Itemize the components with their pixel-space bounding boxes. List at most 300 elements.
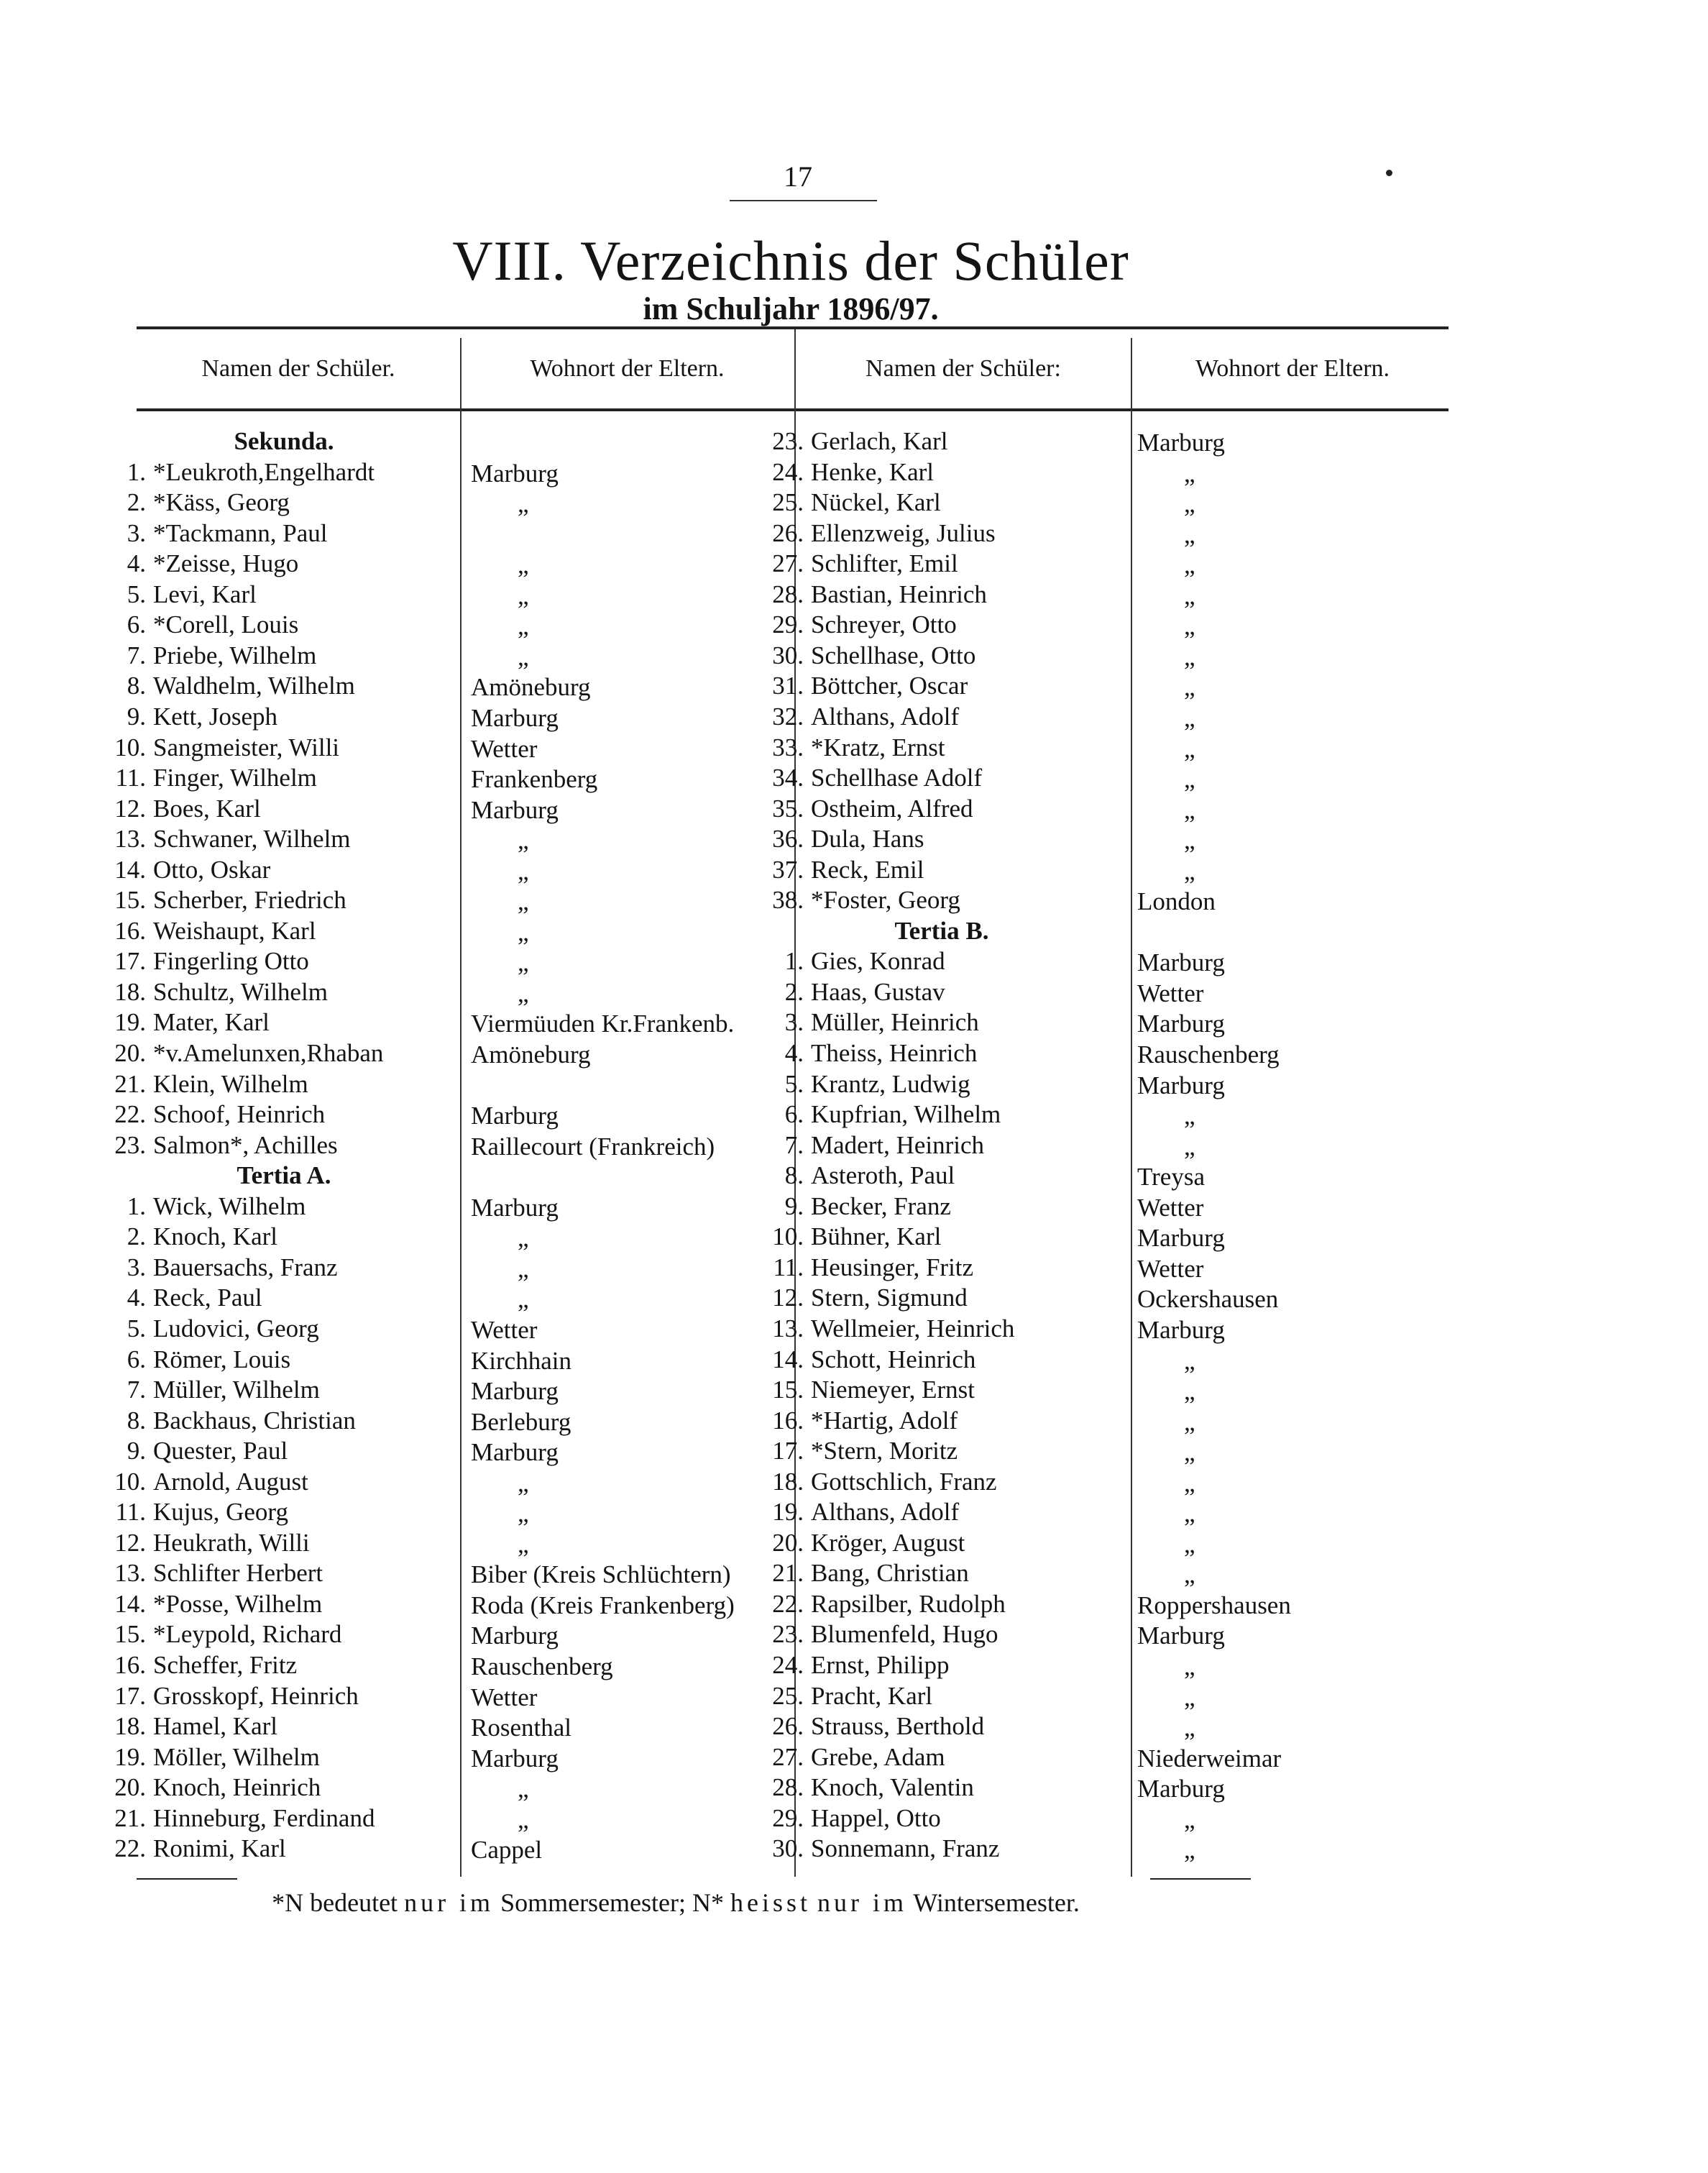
parents-residence: Roda (Kreis Frankenberg) (471, 1591, 735, 1619)
student-name: Krantz, Ludwig (811, 1069, 970, 1098)
student-name: Ostheim, Alfred (811, 794, 973, 823)
footnote-rule-left (137, 1878, 237, 1880)
parents-residence: „ (1184, 1805, 1195, 1834)
student-name: *Posse, Wilhelm (153, 1589, 323, 1618)
student-name: Nückel, Karl (811, 488, 941, 517)
parents-residence: „ (518, 642, 529, 671)
row-number: 8. (784, 1161, 804, 1190)
student-name: *Käss, Georg (153, 488, 290, 517)
parents-residence: Treysa (1137, 1163, 1205, 1191)
parents-residence: Frankenberg (471, 765, 598, 794)
row-number: 10. (114, 733, 146, 761)
student-name: Bang, Christian (811, 1559, 969, 1588)
student-row (104, 487, 290, 518)
student-row (104, 1588, 322, 1619)
row-number: 15. (114, 1620, 146, 1649)
row-number: 13. (114, 825, 146, 854)
student-row (104, 1619, 341, 1650)
student-name: Knoch, Karl (153, 1222, 278, 1251)
page-number-rule (730, 200, 877, 201)
student-row (104, 1405, 356, 1436)
row-number: 2. (127, 1222, 146, 1251)
student-row (762, 1557, 969, 1588)
parents-residence: Berleburg (471, 1407, 571, 1436)
student-row (762, 1405, 958, 1436)
footnote-part: nur im (404, 1888, 495, 1917)
parents-residence: „ (1184, 1560, 1195, 1589)
parents-residence: Marburg (1137, 1621, 1225, 1650)
section-heading (147, 1160, 421, 1191)
student-name: Müller, Heinrich (811, 1008, 979, 1037)
student-name: Wick, Wilhelm (153, 1191, 306, 1220)
student-name: *Leukroth,Engelhardt (153, 457, 375, 486)
student-row (104, 793, 261, 824)
student-name: Mater, Karl (153, 1008, 270, 1037)
parents-residence: Wetter (471, 1683, 538, 1711)
student-row (762, 487, 941, 518)
row-number: 11. (773, 1253, 804, 1281)
student-name: Ernst, Philipp (811, 1651, 950, 1679)
parents-residence: Marburg (471, 459, 559, 488)
row-number: 19. (114, 1742, 146, 1771)
row-number: 30. (772, 1834, 804, 1863)
row-number: 28. (772, 580, 804, 608)
student-name: Arnold, August (153, 1467, 308, 1496)
student-row (762, 1221, 941, 1252)
student-row (762, 823, 924, 854)
header-bottom-rule (137, 408, 1448, 411)
student-name: Scheffer, Fritz (153, 1651, 298, 1679)
student-row (104, 1007, 270, 1038)
student-name: Kupfrian, Wilhelm (811, 1100, 1001, 1129)
parents-residence: „ (518, 948, 529, 977)
student-row (104, 1252, 338, 1283)
row-number: 23. (772, 427, 804, 455)
student-name: Asteroth, Paul (811, 1161, 955, 1190)
parents-residence: „ (518, 918, 529, 946)
parents-residence: Ockershausen (1137, 1285, 1279, 1314)
row-number: 7. (784, 1130, 804, 1159)
row-number: 21. (772, 1559, 804, 1588)
row-number: 4. (784, 1039, 804, 1067)
student-name: Kett, Joseph (153, 702, 278, 731)
student-row (762, 1833, 999, 1864)
student-row (104, 548, 298, 579)
student-row (762, 548, 958, 579)
parents-residence: „ (518, 612, 529, 641)
student-row (104, 579, 257, 610)
section-label: Sekunda. (234, 427, 334, 455)
parents-residence: „ (518, 826, 529, 855)
student-row (762, 1803, 941, 1834)
column-divider-3 (1131, 338, 1132, 1877)
student-name: Pracht, Karl (811, 1681, 933, 1710)
student-name: Reck, Paul (153, 1284, 262, 1312)
student-name: *Corell, Louis (153, 610, 299, 639)
row-number: 10. (772, 1222, 804, 1251)
student-name: *Hartig, Adolf (811, 1406, 958, 1435)
student-row (104, 1374, 320, 1405)
row-number: 36. (772, 825, 804, 854)
student-row (762, 1099, 1001, 1130)
student-name: Sangmeister, Willi (153, 733, 340, 761)
student-name: Fingerling Otto (153, 947, 309, 976)
student-name: Ronimi, Karl (153, 1834, 286, 1863)
parents-residence: „ (1184, 1714, 1195, 1742)
parents-residence: „ (1184, 1529, 1195, 1558)
row-number: 34. (772, 764, 804, 792)
parents-residence: Marburg (471, 703, 559, 732)
student-row (762, 1680, 932, 1711)
row-number: 22. (114, 1100, 146, 1129)
student-name: Grosskopf, Heinrich (153, 1681, 359, 1710)
student-row (762, 1650, 950, 1680)
student-row (762, 1191, 951, 1222)
row-number: 7. (127, 641, 146, 669)
student-row (104, 1742, 320, 1772)
student-name: *Tackmann, Paul (153, 518, 328, 547)
student-row (762, 1374, 975, 1405)
student-name: Hamel, Karl (153, 1712, 277, 1741)
student-name: Heukrath, Willi (153, 1528, 310, 1557)
student-name: Schultz, Wilhelm (153, 977, 328, 1006)
student-row (104, 1833, 286, 1864)
parents-residence: Marburg (471, 1438, 559, 1467)
parents-residence: Marburg (1137, 1071, 1225, 1099)
student-name: Dula, Hans (811, 825, 924, 854)
parents-residence: Amöneburg (471, 1040, 591, 1069)
student-name: *v.Amelunxen,Rhaban (153, 1039, 384, 1067)
student-name: Reck, Emil (811, 855, 924, 884)
student-row (762, 1038, 977, 1069)
parents-residence: „ (1184, 856, 1195, 885)
student-row (762, 1772, 974, 1803)
student-row (104, 1282, 262, 1313)
student-name: Strauss, Berthold (811, 1712, 985, 1741)
parents-residence: „ (518, 581, 529, 610)
student-row (762, 609, 957, 640)
student-row (104, 1680, 359, 1711)
row-number: 28. (772, 1773, 804, 1802)
parents-residence: „ (1184, 1377, 1195, 1406)
parents-residence: Marburg (1137, 948, 1225, 977)
student-row (762, 1435, 958, 1466)
parents-residence: „ (1184, 490, 1195, 518)
student-name: Scherber, Friedrich (153, 886, 346, 915)
row-number: 37. (772, 855, 804, 884)
student-name: Madert, Heinrich (811, 1130, 985, 1159)
student-name: Stern, Sigmund (811, 1284, 968, 1312)
student-row (104, 457, 375, 488)
parents-residence: „ (1184, 1132, 1195, 1161)
parents-residence: Marburg (471, 1744, 559, 1772)
row-number: 14. (114, 1589, 146, 1618)
parents-residence: Wetter (1137, 1254, 1204, 1283)
student-name: Müller, Wilhelm (153, 1376, 320, 1404)
student-row (104, 640, 316, 671)
row-number: 23. (772, 1620, 804, 1649)
student-row (104, 1313, 319, 1344)
row-number: 18. (772, 1467, 804, 1496)
row-number: 7. (127, 1376, 146, 1404)
student-name: Althans, Adolf (811, 1498, 960, 1527)
student-row (762, 1344, 975, 1375)
parents-residence: „ (518, 1499, 529, 1528)
ink-dot (1386, 170, 1392, 176)
student-name: Henke, Karl (811, 457, 935, 486)
row-number: 30. (772, 641, 804, 669)
student-name: *Stern, Moritz (811, 1437, 958, 1465)
student-name: Quester, Paul (153, 1437, 288, 1465)
student-row (762, 946, 945, 976)
student-row (762, 1160, 955, 1191)
parents-residence: „ (1184, 703, 1195, 732)
student-row (104, 854, 270, 885)
row-number: 8. (127, 672, 146, 700)
row-number: 27. (772, 549, 804, 578)
student-name: Kröger, August (811, 1528, 965, 1557)
parents-residence: „ (1184, 459, 1195, 488)
parents-residence: „ (518, 1529, 529, 1558)
student-row (762, 1496, 959, 1527)
row-number: 32. (772, 702, 804, 731)
student-name: Grebe, Adam (811, 1742, 945, 1771)
parents-residence: „ (1184, 673, 1195, 702)
student-name: Bauersachs, Franz (153, 1253, 338, 1281)
student-row (104, 976, 328, 1007)
parents-residence: Rosenthal (471, 1714, 571, 1742)
row-number: 9. (784, 1191, 804, 1220)
student-name: Levi, Karl (153, 580, 257, 608)
parents-residence: „ (518, 887, 529, 916)
student-name: Haas, Gustav (811, 977, 945, 1006)
page-number: 17 (784, 160, 812, 193)
row-number: 6. (127, 610, 146, 639)
parents-residence: „ (1184, 1438, 1195, 1467)
student-name: Kujus, Georg (153, 1498, 288, 1527)
row-number: 13. (772, 1314, 804, 1342)
student-row (104, 823, 351, 854)
student-name: *Zeisse, Hugo (153, 549, 299, 578)
row-number: 16. (114, 1651, 146, 1679)
student-name: Waldhelm, Wilhelm (153, 672, 355, 700)
parents-residence: Rauschenberg (1137, 1040, 1280, 1069)
student-row (104, 946, 309, 976)
student-name: Wellmeier, Heinrich (811, 1314, 1015, 1342)
student-row (104, 1038, 383, 1069)
student-row (104, 1191, 306, 1222)
row-number: 1. (127, 457, 146, 486)
parents-residence: Marburg (1137, 1315, 1225, 1344)
student-name: Gerlach, Karl (811, 427, 948, 455)
parents-residence: „ (1184, 1407, 1195, 1436)
row-number: 13. (114, 1559, 146, 1588)
student-row (104, 1130, 338, 1161)
header-residence-left: Wohnort der Eltern. (530, 355, 725, 382)
row-number: 29. (772, 1803, 804, 1832)
parents-residence: „ (1184, 520, 1195, 549)
student-row (762, 1466, 997, 1497)
student-row (104, 701, 277, 732)
student-row (104, 609, 298, 640)
student-name: Ludovici, Georg (153, 1314, 319, 1342)
student-row (762, 518, 996, 549)
parents-residence: „ (518, 1254, 529, 1283)
parents-residence: Marburg (1137, 429, 1225, 457)
student-name: Gies, Konrad (811, 947, 945, 976)
row-number: 26. (772, 518, 804, 547)
parents-residence: Wetter (1137, 1193, 1204, 1222)
parents-residence: „ (518, 856, 529, 885)
row-number: 38. (772, 886, 804, 915)
student-name: *Kratz, Ernst (811, 733, 945, 761)
parents-residence: Kirchhain (471, 1346, 571, 1375)
row-number: 1. (127, 1191, 146, 1220)
student-row (104, 1344, 290, 1375)
row-number: 23. (114, 1130, 146, 1159)
student-row (762, 976, 945, 1007)
row-number: 29. (772, 610, 804, 639)
parents-residence: Marburg (471, 795, 559, 824)
student-name: Knoch, Heinrich (153, 1773, 321, 1802)
student-name: *Foster, Georg (811, 886, 960, 915)
page-subtitle: im Schuljahr 1896/97. (643, 291, 939, 326)
parents-residence: „ (1184, 795, 1195, 824)
row-number: 5. (784, 1069, 804, 1098)
row-number: 24. (772, 457, 804, 486)
footnote-part: nur im (817, 1888, 908, 1917)
student-name: Böttcher, Oscar (811, 672, 968, 700)
student-row (762, 1007, 979, 1038)
parents-residence: Biber (Kreis Schlüchtern) (471, 1560, 731, 1589)
parents-residence: „ (1184, 765, 1195, 794)
student-row (762, 457, 934, 488)
row-number: 14. (114, 855, 146, 884)
parents-residence: Wetter (1137, 979, 1204, 1007)
student-name: Theiss, Heinrich (811, 1039, 978, 1067)
parents-residence: „ (1184, 1102, 1195, 1130)
row-number: 4. (127, 1284, 146, 1312)
parents-residence: „ (1184, 612, 1195, 641)
student-row (104, 1803, 375, 1834)
student-row (762, 701, 959, 732)
footnote-part: Sommersemester; N* (500, 1888, 725, 1917)
student-name: Becker, Franz (811, 1191, 951, 1220)
parents-residence: „ (518, 1224, 529, 1253)
student-name: Rapsilber, Rudolph (811, 1589, 1006, 1618)
parents-residence: Marburg (471, 1193, 559, 1222)
row-number: 20. (114, 1773, 146, 1802)
row-number: 11. (115, 764, 146, 792)
student-row (104, 1557, 323, 1588)
student-name: Schlifter Herbert (153, 1559, 323, 1588)
student-name: Bühner, Karl (811, 1222, 942, 1251)
section-heading (147, 426, 421, 457)
parents-residence: London (1137, 887, 1216, 916)
student-row (104, 1069, 308, 1099)
student-row (104, 762, 317, 793)
header-residence-right: Wohnort der Eltern. (1195, 355, 1390, 382)
student-name: Schoof, Heinrich (153, 1100, 326, 1129)
row-number: 31. (772, 672, 804, 700)
row-number: 15. (114, 886, 146, 915)
row-number: 17. (772, 1437, 804, 1465)
row-number: 33. (772, 733, 804, 761)
row-number: 35. (772, 794, 804, 823)
student-row (762, 426, 947, 457)
student-name: Schott, Heinrich (811, 1345, 976, 1373)
row-number: 22. (772, 1589, 804, 1618)
row-number: 18. (114, 1712, 146, 1741)
student-name: Schlifter, Emil (811, 549, 958, 578)
row-number: 3. (127, 518, 146, 547)
student-name: Klein, Wilhelm (153, 1069, 308, 1098)
parents-residence: „ (1184, 1499, 1195, 1528)
student-name: Boes, Karl (153, 794, 261, 823)
row-number: 6. (127, 1345, 146, 1373)
student-row (762, 579, 987, 610)
parents-residence: „ (518, 1805, 529, 1834)
parents-residence: „ (518, 551, 529, 580)
row-number: 12. (114, 1528, 146, 1557)
parents-residence: „ (1184, 1346, 1195, 1375)
student-row (762, 732, 945, 763)
student-row (762, 1527, 965, 1558)
row-number: 11. (115, 1498, 146, 1527)
header-name-left: Namen der Schüler. (201, 355, 395, 382)
student-name: Sonnemann, Franz (811, 1834, 1000, 1863)
parents-residence: „ (1184, 642, 1195, 671)
row-number: 22. (114, 1834, 146, 1863)
row-number: 26. (772, 1712, 804, 1741)
parents-residence: Wetter (471, 734, 538, 763)
row-number: 8. (127, 1406, 146, 1435)
student-name: Otto, Oskar (153, 855, 271, 884)
row-number: 14. (772, 1345, 804, 1373)
parents-residence: Raillecourt (Frankreich) (471, 1132, 715, 1161)
parents-residence: Marburg (471, 1621, 559, 1650)
parents-residence: Marburg (1137, 1775, 1225, 1803)
student-row (762, 1069, 970, 1099)
row-number: 25. (772, 1681, 804, 1710)
student-row (762, 1130, 984, 1161)
student-name: Althans, Adolf (811, 702, 960, 731)
row-number: 25. (772, 488, 804, 517)
row-number: 5. (127, 1314, 146, 1342)
row-number: 20. (772, 1528, 804, 1557)
footnote-part: *N bedeutet (272, 1888, 398, 1917)
student-row (104, 1099, 325, 1130)
section-label: Tertia B. (894, 916, 989, 945)
parents-residence: Niederweimar (1137, 1744, 1282, 1772)
parents-residence: Marburg (471, 1377, 559, 1406)
row-number: 6. (784, 1100, 804, 1129)
parents-residence: „ (1184, 734, 1195, 763)
parents-residence: Amöneburg (471, 673, 591, 702)
student-row (104, 518, 328, 549)
student-name: Gottschlich, Franz (811, 1467, 997, 1496)
parents-residence: Cappel (471, 1836, 543, 1865)
row-number: 21. (114, 1803, 146, 1832)
row-number: 12. (772, 1284, 804, 1312)
parents-residence: Marburg (471, 1102, 559, 1130)
student-row (762, 1252, 973, 1283)
parents-residence: „ (1184, 581, 1195, 610)
footnote-part: heisst (730, 1888, 812, 1917)
student-row (104, 884, 346, 915)
parents-residence: „ (518, 1285, 529, 1314)
student-row (762, 1282, 968, 1313)
